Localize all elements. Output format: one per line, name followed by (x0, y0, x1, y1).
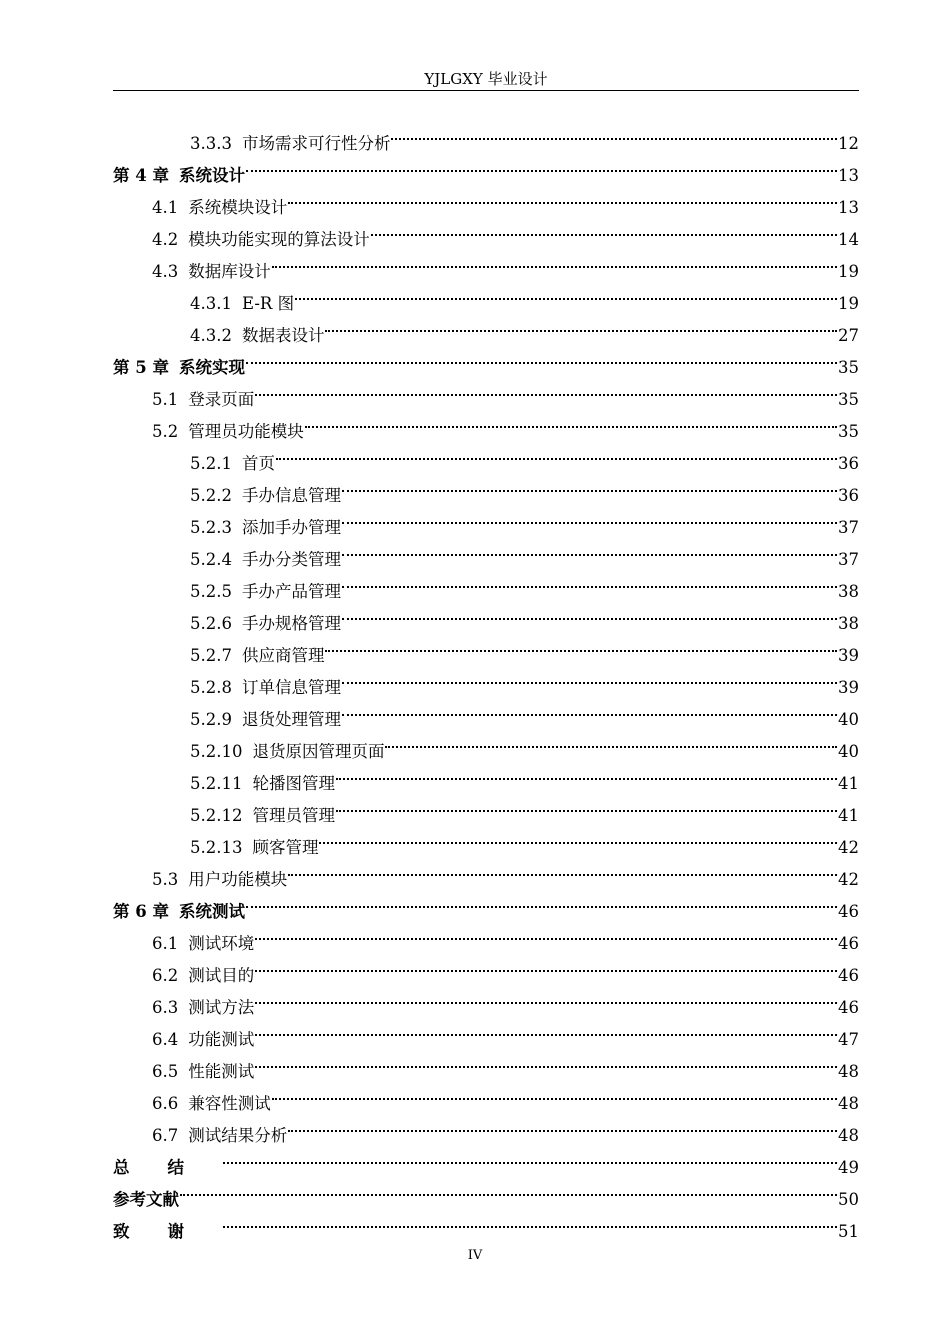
toc-entry-title: 轮播图管理 (252, 774, 335, 793)
toc-entry-title: 手办分类管理 (241, 550, 341, 569)
toc-entry-number: 第 5 章 (113, 358, 169, 377)
toc-entry-number: 5.2.7 (190, 646, 232, 665)
toc-entry-number: 6.3 (152, 998, 179, 1017)
toc-entry-number: 5.2.8 (190, 678, 232, 697)
dot-leader (246, 149, 837, 181)
dot-leader (336, 757, 837, 789)
toc-entry-number: 5.2 (152, 422, 179, 441)
toc-entry-page: 49 (838, 1158, 859, 1177)
dot-leader (272, 1077, 837, 1109)
toc-entry-page: 36 (838, 454, 859, 473)
toc-entry-page: 37 (838, 550, 859, 569)
dot-leader (342, 661, 837, 693)
toc-entry-title: 市场需求可行性分析 (241, 134, 391, 153)
toc-entry-number: 4.3 (152, 262, 179, 281)
toc-entry-title: 退货原因管理页面 (252, 742, 385, 761)
dot-leader (391, 117, 837, 149)
dot-leader (371, 213, 837, 245)
dot-leader (272, 245, 837, 277)
dot-leader (180, 1173, 837, 1205)
toc-entry-page: 39 (838, 678, 859, 697)
toc-entry-number: 第 6 章 (113, 902, 169, 921)
toc-entry-number: 4.3.1 (190, 294, 232, 313)
toc-entry-number: 5.2.4 (190, 550, 232, 569)
toc-entry-page: 37 (838, 518, 859, 537)
toc-entry-page: 47 (838, 1030, 859, 1049)
toc-entry-title: 系统模块设计 (188, 198, 288, 217)
toc-entry-title: 测试目的 (188, 966, 255, 985)
toc-entry-page: 13 (838, 198, 859, 217)
toc-entry-page: 39 (838, 646, 859, 665)
toc-entry-number: 第 4 章 (113, 166, 169, 185)
dot-leader (255, 1013, 837, 1045)
dot-leader (288, 853, 837, 885)
toc-entry-number: 6.1 (152, 934, 179, 953)
dot-leader (342, 533, 837, 565)
dot-leader (246, 341, 837, 373)
dot-leader (342, 597, 837, 629)
dot-leader (342, 693, 837, 725)
toc-entry-page: 50 (838, 1190, 859, 1209)
toc-entry-page: 14 (838, 230, 859, 249)
dot-leader (255, 949, 837, 981)
toc-entry[interactable] (113, 1173, 859, 1209)
toc-entry-number: 6.2 (152, 966, 179, 985)
toc-entry-page: 48 (838, 1094, 859, 1113)
dot-leader (336, 789, 837, 821)
toc-entry[interactable] (113, 1141, 859, 1177)
toc-entry-page: 46 (838, 902, 859, 921)
toc-entry-page: 48 (838, 1062, 859, 1081)
toc-entry-page: 48 (838, 1126, 859, 1145)
toc-entry-page: 13 (838, 166, 859, 185)
toc-entry-number: 5.2.9 (190, 710, 232, 729)
toc-entry-number: 5.2.5 (190, 582, 232, 601)
toc-entry-number: 5.2.11 (190, 774, 243, 793)
toc-entry-page: 42 (838, 870, 859, 889)
toc-entry-page: 41 (838, 806, 859, 825)
toc-entry-page: 35 (838, 422, 859, 441)
toc-entry-title: 系统实现 (178, 358, 245, 377)
toc-entry-title: 退货处理管理 (241, 710, 341, 729)
toc-entry-title: 模块功能实现的算法设计 (188, 230, 370, 249)
dot-leader (276, 437, 837, 469)
toc-entry-number: 5.1 (152, 390, 179, 409)
toc-entry-title: 系统测试 (178, 902, 245, 921)
toc-entry-title: E-R 图 (241, 294, 295, 313)
toc-entry-page: 19 (838, 262, 859, 281)
dot-leader (342, 565, 837, 597)
toc-entry-number: 5.2.2 (190, 486, 232, 505)
toc-entry-title: 性能测试 (188, 1062, 255, 1081)
toc-entry-number: 5.2.6 (190, 614, 232, 633)
dot-leader (325, 629, 837, 661)
toc-entry-number: 5.2.12 (190, 806, 243, 825)
toc-entry-title: 手办产品管理 (241, 582, 341, 601)
toc-entry-title: 数据表设计 (241, 326, 325, 345)
dot-leader (223, 1205, 837, 1237)
toc-entry-title: 总结 (113, 1158, 222, 1177)
dot-leader (288, 181, 837, 213)
dot-leader (255, 981, 837, 1013)
toc-entry-page: 41 (838, 774, 859, 793)
toc-entry-title: 系统设计 (178, 166, 245, 185)
dot-leader (342, 469, 837, 501)
toc-entry-title: 致谢 (113, 1222, 222, 1241)
toc-entry-title: 手办信息管理 (241, 486, 341, 505)
toc-entry-title: 供应商管理 (241, 646, 325, 665)
header-divider (113, 90, 859, 91)
toc-entry-number: 5.2.3 (190, 518, 232, 537)
toc-entry-number: 5.2.10 (190, 742, 243, 761)
toc-entry-page: 19 (838, 294, 859, 313)
toc-entry-number: 4.1 (152, 198, 179, 217)
toc-entry-number: 4.3.2 (190, 326, 232, 345)
toc-entry-page: 40 (838, 742, 859, 761)
toc-entry-page: 36 (838, 486, 859, 505)
toc-entry-title: 测试方法 (188, 998, 255, 1017)
toc-entry-page: 46 (838, 998, 859, 1017)
dot-leader (255, 1045, 837, 1077)
dot-leader (295, 277, 837, 309)
toc-entry-title: 功能测试 (188, 1030, 255, 1049)
dot-leader (255, 373, 837, 405)
toc-entry-title: 兼容性测试 (188, 1094, 271, 1113)
toc-entry-page: 42 (838, 838, 859, 857)
dot-leader (319, 821, 837, 853)
dot-leader (246, 885, 837, 917)
toc-entry-number: 6.4 (152, 1030, 179, 1049)
dot-leader (385, 725, 837, 757)
dot-leader (223, 1141, 837, 1173)
dot-leader (325, 309, 837, 341)
toc-entry-title: 登录页面 (188, 390, 255, 409)
toc-entry-page: 40 (838, 710, 859, 729)
toc-entry-page: 35 (838, 390, 859, 409)
toc-entry-page: 35 (838, 358, 859, 377)
dot-leader (342, 501, 837, 533)
dot-leader (305, 405, 837, 437)
toc-entry-number: 5.2.1 (190, 454, 232, 473)
dot-leader (255, 917, 837, 949)
toc-entry-title: 测试环境 (188, 934, 255, 953)
toc-entry-page: 38 (838, 582, 859, 601)
toc-entry-page: 27 (838, 326, 859, 345)
dot-leader (288, 1109, 837, 1141)
toc-entry-title: 首页 (241, 454, 275, 473)
toc-entry-title: 用户功能模块 (188, 870, 288, 889)
toc-entry-number: 5.2.13 (190, 838, 243, 857)
toc-entry-title: 订单信息管理 (241, 678, 341, 697)
toc-entry-page: 46 (838, 934, 859, 953)
toc-entry-title: 管理员管理 (252, 806, 335, 825)
toc-entry-title: 手办规格管理 (241, 614, 341, 633)
toc-entry-page: 38 (838, 614, 859, 633)
toc-entry-number: 5.3 (152, 870, 179, 889)
page-number: IV (467, 1248, 483, 1263)
page-header: YJLGXY 毕业设计 (424, 70, 548, 88)
toc-entry-title: 添加手办管理 (241, 518, 341, 537)
toc-entry[interactable] (113, 117, 859, 153)
toc-entry-title: 数据库设计 (188, 262, 271, 281)
toc-entry-title: 测试结果分析 (188, 1126, 288, 1145)
table-of-contents (113, 117, 859, 1241)
toc-entry-page: 51 (838, 1222, 859, 1241)
toc-entry[interactable] (113, 1205, 859, 1241)
toc-entry-title: 参考文献 (113, 1190, 179, 1209)
toc-entry-number: 3.3.3 (190, 134, 232, 153)
toc-entry-title: 管理员功能模块 (188, 422, 304, 441)
toc-entry-number: 6.5 (152, 1062, 179, 1081)
toc-entry-page: 46 (838, 966, 859, 985)
toc-entry-number: 6.7 (152, 1126, 179, 1145)
toc-entry-number: 6.6 (152, 1094, 179, 1113)
toc-entry-title: 顾客管理 (252, 838, 319, 857)
toc-entry-page: 12 (838, 134, 859, 153)
toc-entry-number: 4.2 (152, 230, 179, 249)
